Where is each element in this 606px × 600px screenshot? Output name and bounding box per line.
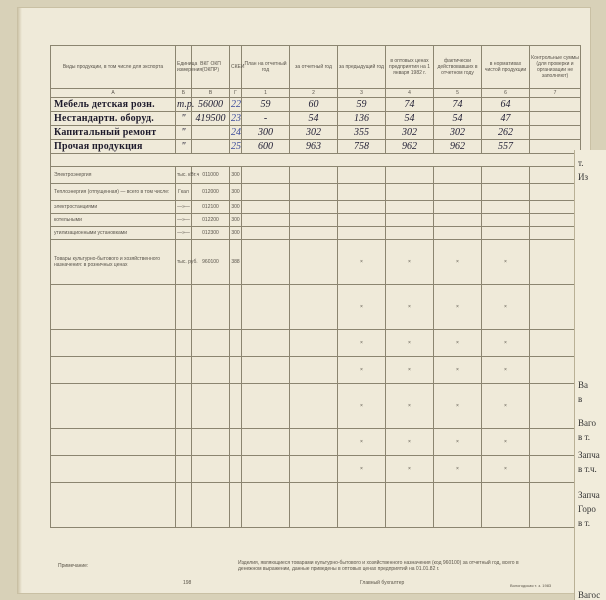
header-unit: Единица измерения <box>176 46 192 89</box>
production-table <box>50 45 581 528</box>
table-row: электростанциями —»— 012100 300 <box>51 201 581 214</box>
print-stamp: Вологодская т. з. 1983 <box>510 583 552 588</box>
cost-norm-cell: 64 <box>482 98 530 112</box>
prev-cell: 136 <box>338 112 386 126</box>
product-name: Прочая продукция <box>51 140 176 154</box>
table-row: × × × × <box>51 285 581 330</box>
table-row: Электроэнергия тыс. кВт.ч 011000 300 <box>51 167 581 184</box>
product-name: Нестандартн. оборуд. <box>51 112 176 126</box>
header-fact-prev: за предыдущий год <box>338 46 386 89</box>
table-row: Теплоэнергия (отпущенная) — всего в том числе: Гкал 012000 300 <box>51 184 581 201</box>
unit-cell: т.р. <box>177 98 195 110</box>
table-row <box>51 483 581 528</box>
plan-cell: 59 <box>242 98 290 112</box>
table-row: Товары культурно-бытового и хозяйственного назначения: в розничных ценах тыс. руб. 960100 388 × × × × <box>51 240 581 285</box>
cost-actual-cell: 962 <box>434 140 482 154</box>
skei-cell: 22 <box>231 98 241 110</box>
code-cell: 56000 <box>192 98 230 112</box>
header-code-vkg: ВКГ ОКП (ОКПР) <box>192 46 230 89</box>
product-name: Мебель детская розн. <box>51 98 176 112</box>
skei-cell: 24 <box>231 126 241 138</box>
table-row <box>51 140 581 154</box>
table-header-row <box>51 46 581 89</box>
unit-cell: " <box>176 112 192 126</box>
unit-cell: " <box>176 140 192 154</box>
plan-cell: 300 <box>242 126 290 140</box>
accountant-signature-label: Главный бухгалтер <box>360 580 405 586</box>
footer-statement: Изделия, являющиеся товарами культурно-бытового и хозяйственного назначения (код 960100) за отчетный год, всего в денежном выражении, данные приведены в оптовых ценах предприятий на 01.01.82 г. <box>238 560 519 572</box>
cost-1982-cell: 962 <box>386 140 434 154</box>
cost-1982-cell: 74 <box>386 98 434 112</box>
table-row: × × × × <box>51 357 581 384</box>
table-row: котельными —»— 012200 300 <box>51 214 581 227</box>
plan-cell: 600 <box>242 140 290 154</box>
cost-norm-cell: 47 <box>482 112 530 126</box>
header-fact-report: за отчетный год <box>290 46 338 89</box>
page-fold-shadow <box>18 8 22 593</box>
cost-actual-cell: 302 <box>434 126 482 140</box>
skei-cell: 23 <box>231 112 241 124</box>
header-control-sum: Контрольные суммы (для проверки и организации не заполняют) <box>530 46 581 89</box>
prev-cell: 355 <box>338 126 386 140</box>
table-row <box>51 112 581 126</box>
table-row: утилизационными установками —»— 012300 300 <box>51 227 581 240</box>
table-row: × × × × <box>51 384 581 429</box>
fact-cell: 302 <box>290 126 338 140</box>
adjacent-page-stub: т. Из Ва в Ваго в т. Запча в т.ч. Запча Горо в т. Вагос <box>574 150 606 600</box>
cost-norm-cell: 262 <box>482 126 530 140</box>
product-name: Капитальный ремонт <box>51 126 176 140</box>
footnote-label: Примечание: <box>58 563 89 569</box>
table-row <box>51 126 581 140</box>
header-code-skei: СКЕИ <box>230 46 242 89</box>
table-row: × × × × <box>51 429 581 456</box>
table-row <box>51 154 581 167</box>
fact-cell: 963 <box>290 140 338 154</box>
header-product-type: Виды продукции, в том числе для экспорта <box>51 46 176 89</box>
page-number: 198 <box>183 580 192 586</box>
plan-cell: - <box>242 112 290 126</box>
code-cell <box>192 140 230 154</box>
unit-cell: " <box>176 126 192 140</box>
prev-cell: 758 <box>338 140 386 154</box>
column-index-row: А Б В Г 1 2 3 4 5 6 7 <box>51 89 581 98</box>
header-plan: План на отчетный год <box>242 46 290 89</box>
cost-actual-cell: 74 <box>434 98 482 112</box>
header-cost-1982: в оптовых ценах предприятия на 1 января 1982 г. <box>386 46 434 89</box>
header-cost-norm: в нормативах чистой продукции <box>482 46 530 89</box>
cost-1982-cell: 302 <box>386 126 434 140</box>
skei-cell: 25 <box>231 140 241 152</box>
fact-cell: 60 <box>290 98 338 112</box>
cost-actual-cell: 54 <box>434 112 482 126</box>
fact-cell: 54 <box>290 112 338 126</box>
prev-cell: 59 <box>338 98 386 112</box>
table-row <box>51 98 581 112</box>
table-row: × × × × <box>51 456 581 483</box>
header-cost-actual: фактически действовавших в отчетном году <box>434 46 482 89</box>
code-cell: 419500 <box>192 112 230 126</box>
cost-1982-cell: 54 <box>386 112 434 126</box>
cost-norm-cell: 557 <box>482 140 530 154</box>
code-cell <box>192 126 230 140</box>
table-row: × × × × <box>51 330 581 357</box>
